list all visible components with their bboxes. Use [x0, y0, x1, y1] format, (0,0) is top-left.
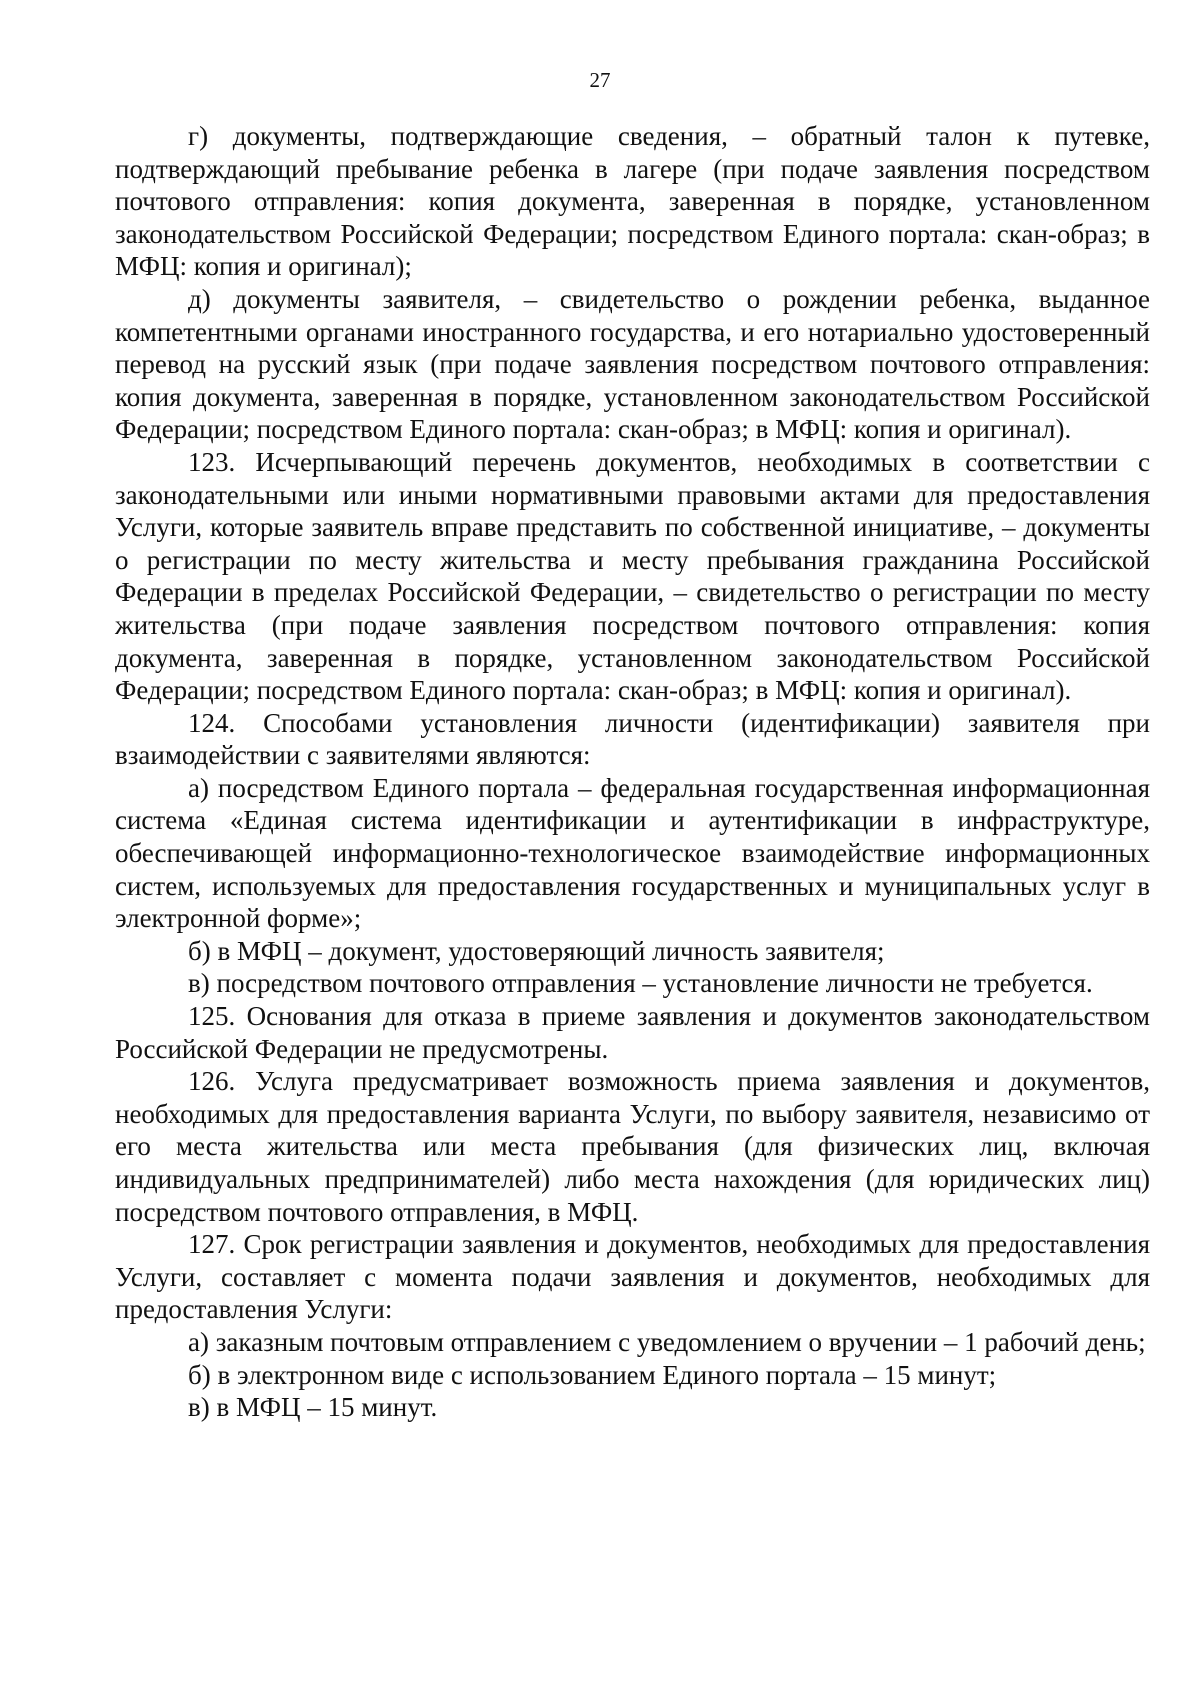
paragraph-127-b: б) в электронном виде с использованием Единого портала – 15 минут;: [188, 1359, 997, 1390]
page-number: 27: [589, 68, 611, 92]
paragraph-d-applicant-documents: д) документы заявителя, – свидетельство о рождении ребенка, выданное компетентными органами иностранного государства, и его нотариально удостоверенный перевод на русский язык (при подаче заявления посредством почтового отправления: копия документа, заверенная в порядке, установленном законодательством Российской Федерации; посредством Единого портала: скан-образ; в МФЦ: копия и оригинал).: [115, 283, 1150, 445]
paragraph-g-documents: г) документы, подтверждающие сведения, – обратный талон к путевке, подтверждающий пребывание ребенка в лагере (при подаче заявления посредством почтового отправления: копия документа, заверенная в порядке, установленном законодательством Российской Федерации; посредством Единого портала: скан-образ; в МФЦ: копия и оригинал);: [115, 121, 1150, 282]
paragraph-126: 126. Услуга предусматривает возможность приема заявления и документов, необходимых для предоставления варианта Услуги, по выбору заявителя, независимо от его места жительства или места пребывания (для физических лиц, включая индивидуальных предпринимателей) либо места нахождения (для юридических лиц) посредством почтового отправления, в МФЦ.: [115, 1066, 1150, 1227]
paragraph-124-b: б) в МФЦ – документ, удостоверяющий личность заявителя;: [188, 935, 885, 966]
paragraph-125: 125. Основания для отказа в приеме заявления и документов законодательством Российской Федерации не предусмотрены.: [115, 1001, 1150, 1064]
paragraph-124: 124. Способами установления личности (идентификации) заявителя при взаимодействии с заявителями являются:: [115, 707, 1150, 771]
paragraph-127-v: в) в МФЦ – 15 минут.: [188, 1392, 438, 1423]
document-body: [115, 120, 1150, 1424]
paragraph-127: 127. Срок регистрации заявления и документов, необходимых для предоставления Услуги, составляет с момента подачи заявления и документов, необходимых для предоставления Услуги:: [115, 1229, 1150, 1325]
paragraph-127-a: а) заказным почтовым отправлением с уведомлением о вручении – 1 рабочий день;: [188, 1326, 1146, 1357]
paragraph-123: 123. Исчерпывающий перечень документов, необходимых в соответствии с законодательными или иными нормативными правовыми актами для предоставления Услуги, которые заявитель вправе представить по собственной инициативе, – документы о регистрации по месту жительства и месту пребывания гражданина Российской Федерации в пределах Российской Федерации, – свидетельство о регистрации по месту жительства (при подаче заявления посредством почтового отправления: копия документа, заверенная в порядке, установленном законодательством Российской Федерации; посредством Единого портала: скан-образ; в МФЦ: копия и оригинал).: [115, 446, 1150, 706]
paragraph-124-a: а) посредством Единого портала – федеральная государственная информационная система «Единая система идентификации и аутентификации в инфраструктуре, обеспечивающей информационно-технологическое взаимодействие информационных систем, используемых для предоставления государственных и муниципальных услуг в электронной форме»;: [115, 772, 1150, 934]
paragraph-124-v: в) посредством почтового отправления – установление личности не требуется.: [188, 968, 1093, 999]
